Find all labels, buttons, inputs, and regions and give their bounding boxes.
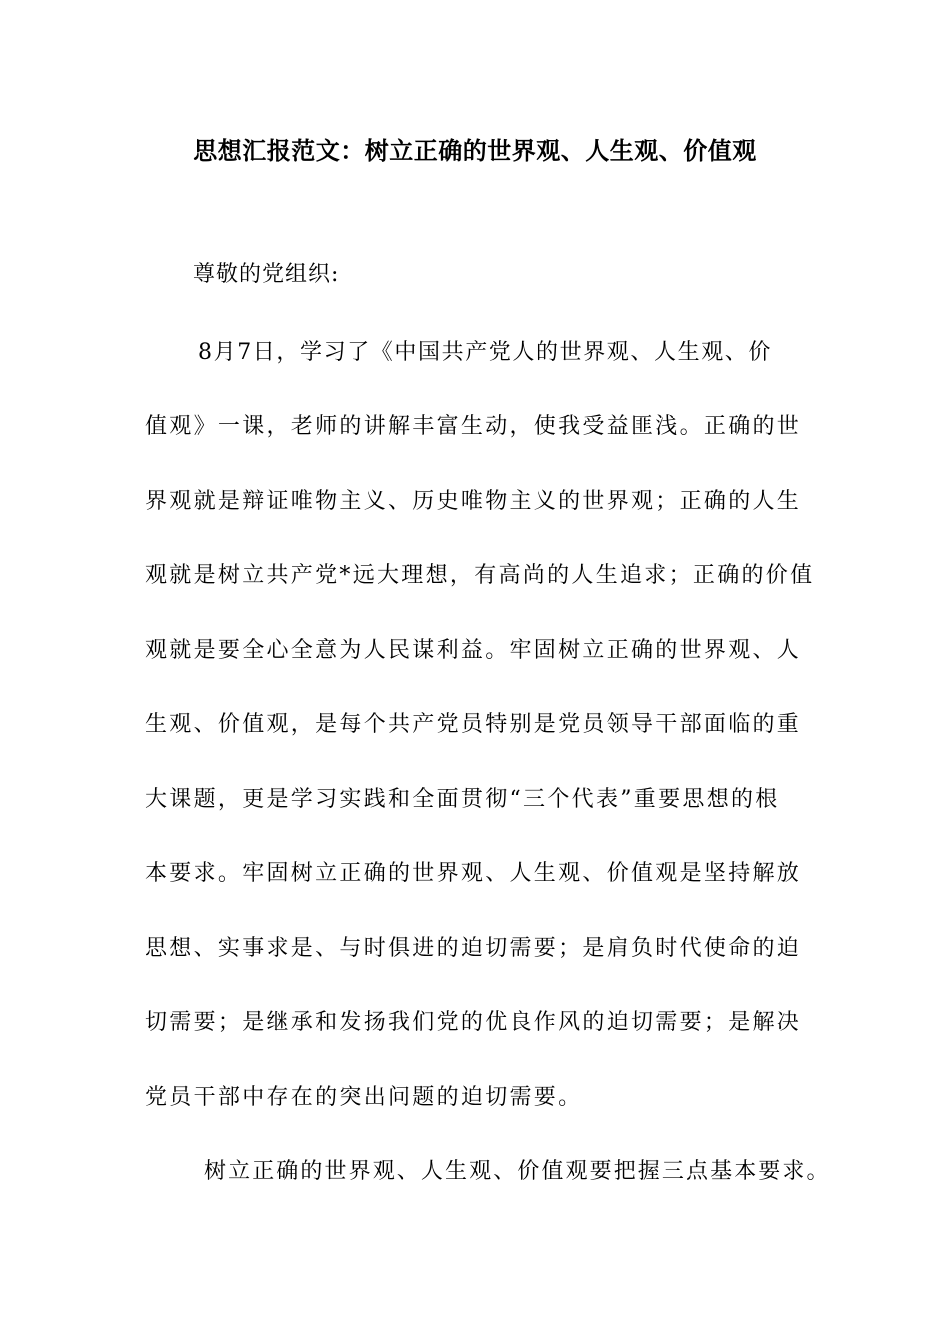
- paragraph-line: 大课题，更是学习实践和全面贯彻“三个代表”重要思想的根: [145, 787, 780, 812]
- paragraph-line: 本要求。牢固树立正确的世界观、人生观、价值观是坚持解放: [145, 861, 802, 886]
- paragraph-line: 树立正确的世界观、人生观、价值观要把握三点基本要求。: [204, 1159, 831, 1184]
- paragraph-line: 观就是要全心全意为人民谋利益。牢固树立正确的世界观、人: [145, 638, 802, 663]
- paragraph-line: 观就是树立共产党*远大理想，有高尚的人生追求；正确的价值: [145, 563, 815, 588]
- paragraph-line: 思想、实事求是、与时俱进的迫切需要；是肩负时代使命的迫: [145, 936, 802, 961]
- salutation: 尊敬的党组织:: [193, 262, 340, 287]
- paragraph-line: 值观》一课，老师的讲解丰富生动，使我受益匪浅。正确的世: [145, 414, 802, 439]
- paragraph-line: 界观就是辩证唯物主义、历史唯物主义的世界观；正确的人生: [145, 489, 802, 514]
- paragraph-line: 生观、价值观，是每个共产党员特别是党员领导干部面临的重: [145, 712, 802, 737]
- paragraph-line: 党员干部中存在的突出问题的迫切需要。: [145, 1085, 583, 1110]
- paragraph-line: 8月7日，学习了《中国共产党人的世界观、人生观、价: [198, 340, 772, 365]
- paragraph-line: 切需要；是继承和发扬我们党的优良作风的迫切需要；是解决: [145, 1010, 802, 1035]
- document-title: 思想汇报范文：树立正确的世界观、人生观、价值观: [193, 137, 757, 165]
